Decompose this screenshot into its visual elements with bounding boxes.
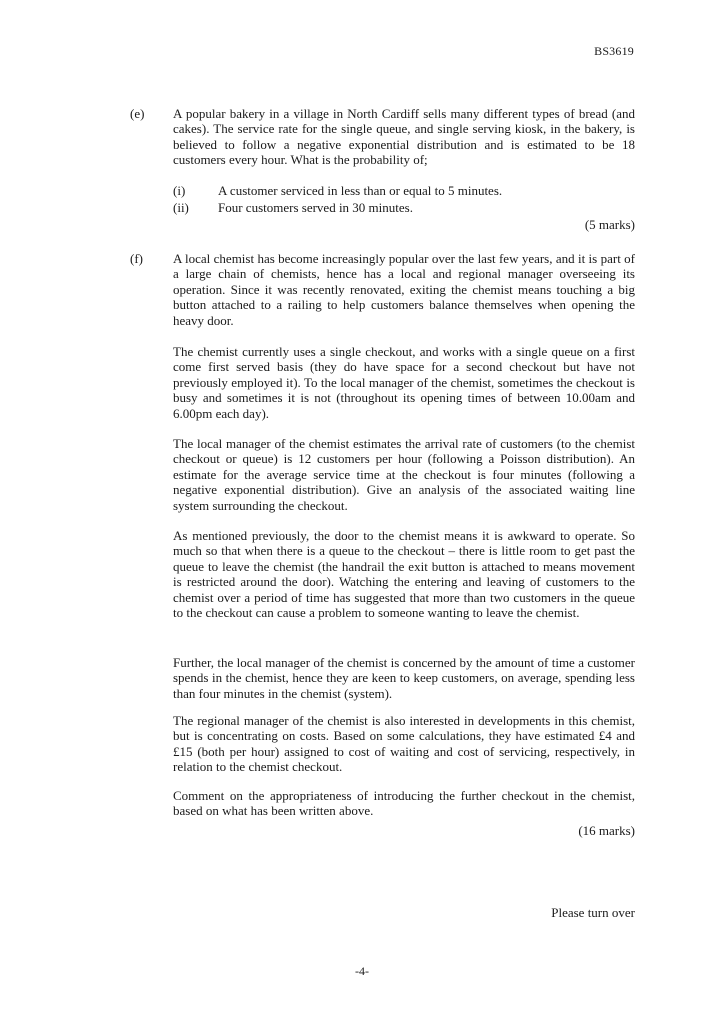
question-f-marks: (16 marks) bbox=[578, 823, 635, 838]
item-text: A customer serviced in less than or equal to 5 minutes. bbox=[218, 183, 503, 198]
paper-code: BS3619 bbox=[594, 44, 634, 58]
turn-over-note: Please turn over bbox=[551, 905, 635, 920]
question-e-item-i bbox=[173, 183, 502, 198]
question-e-label: (e) bbox=[130, 106, 145, 121]
question-e-text: A popular bakery in a village in North Cardiff sells many different types of bread (and cakes). The service rate for the single queue, and single serving kiosk, in the bakery, is believed to follow a negative exponential distribution and is estimated to be 18 customers every hour. What is the probability of; bbox=[173, 106, 635, 168]
question-f-paragraph: A local chemist has become increasingly popular over the last few years, and it is part of a large chain of chemists, hence has a local and regional manager overseeing its operation. Since it was recently renovated, exiting the chemist means touching a big button attached to a railing to help customers balance themselves when opening the heavy door. bbox=[173, 251, 635, 328]
question-e-marks: (5 marks) bbox=[584, 217, 635, 232]
question-f-paragraph: Comment on the appropriateness of introducing the further checkout in the chemist, based on what has been written above. bbox=[173, 788, 635, 819]
item-number: (i) bbox=[173, 183, 186, 198]
question-f-paragraph: The regional manager of the chemist is also interested in developments in this chemist, but is concentrating on costs. Based on some calculations, they have estimated £4 and £15 (both per hour) assigned to cost of waiting and cost of servicing, respectively, in relation to the chemist checkout. bbox=[173, 713, 635, 775]
question-f-paragraph: The local manager of the chemist estimates the arrival rate of customers (to the chemist checkout or queue) is 12 customers per hour (following a Poisson distribution). An estimate for the average service time at the checkout is four minutes (following a negative exponential distribution). Give an analysis of the associated waiting line system surrounding the checkout. bbox=[173, 436, 635, 513]
question-f-label: (f) bbox=[130, 251, 143, 266]
question-f-paragraph: As mentioned previously, the door to the chemist means it is awkward to operate. So much so that when there is a queue to the checkout – there is little room to get past the queue to leave the chemist (the handrail the exit button is attached to means movement is restricted around the door). Watching the entering and leaving of customers to the chemist over a period of time has suggested that more than two customers in the queue to the checkout can cause a problem to someone wanting to leave the chemist. bbox=[173, 528, 635, 621]
question-f-paragraph: Further, the local manager of the chemist is concerned by the amount of time a customer spends in the chemist, hence they are keen to keep customers, on average, spending less than four minutes in the chemist (system). bbox=[173, 655, 635, 701]
page-number: -4- bbox=[355, 964, 369, 978]
item-text: Four customers served in 30 minutes. bbox=[218, 200, 413, 215]
question-e-item-ii bbox=[173, 200, 413, 215]
item-number: (ii) bbox=[173, 200, 189, 215]
question-f-paragraph: The chemist currently uses a single checkout, and works with a single queue on a first come first served basis (they do have space for a second checkout but have not previously employed it). To the local manager of the chemist, sometimes the checkout is busy and sometimes it is not (throughout its opening times of between 10.00am and 6.00pm each day). bbox=[173, 344, 635, 421]
